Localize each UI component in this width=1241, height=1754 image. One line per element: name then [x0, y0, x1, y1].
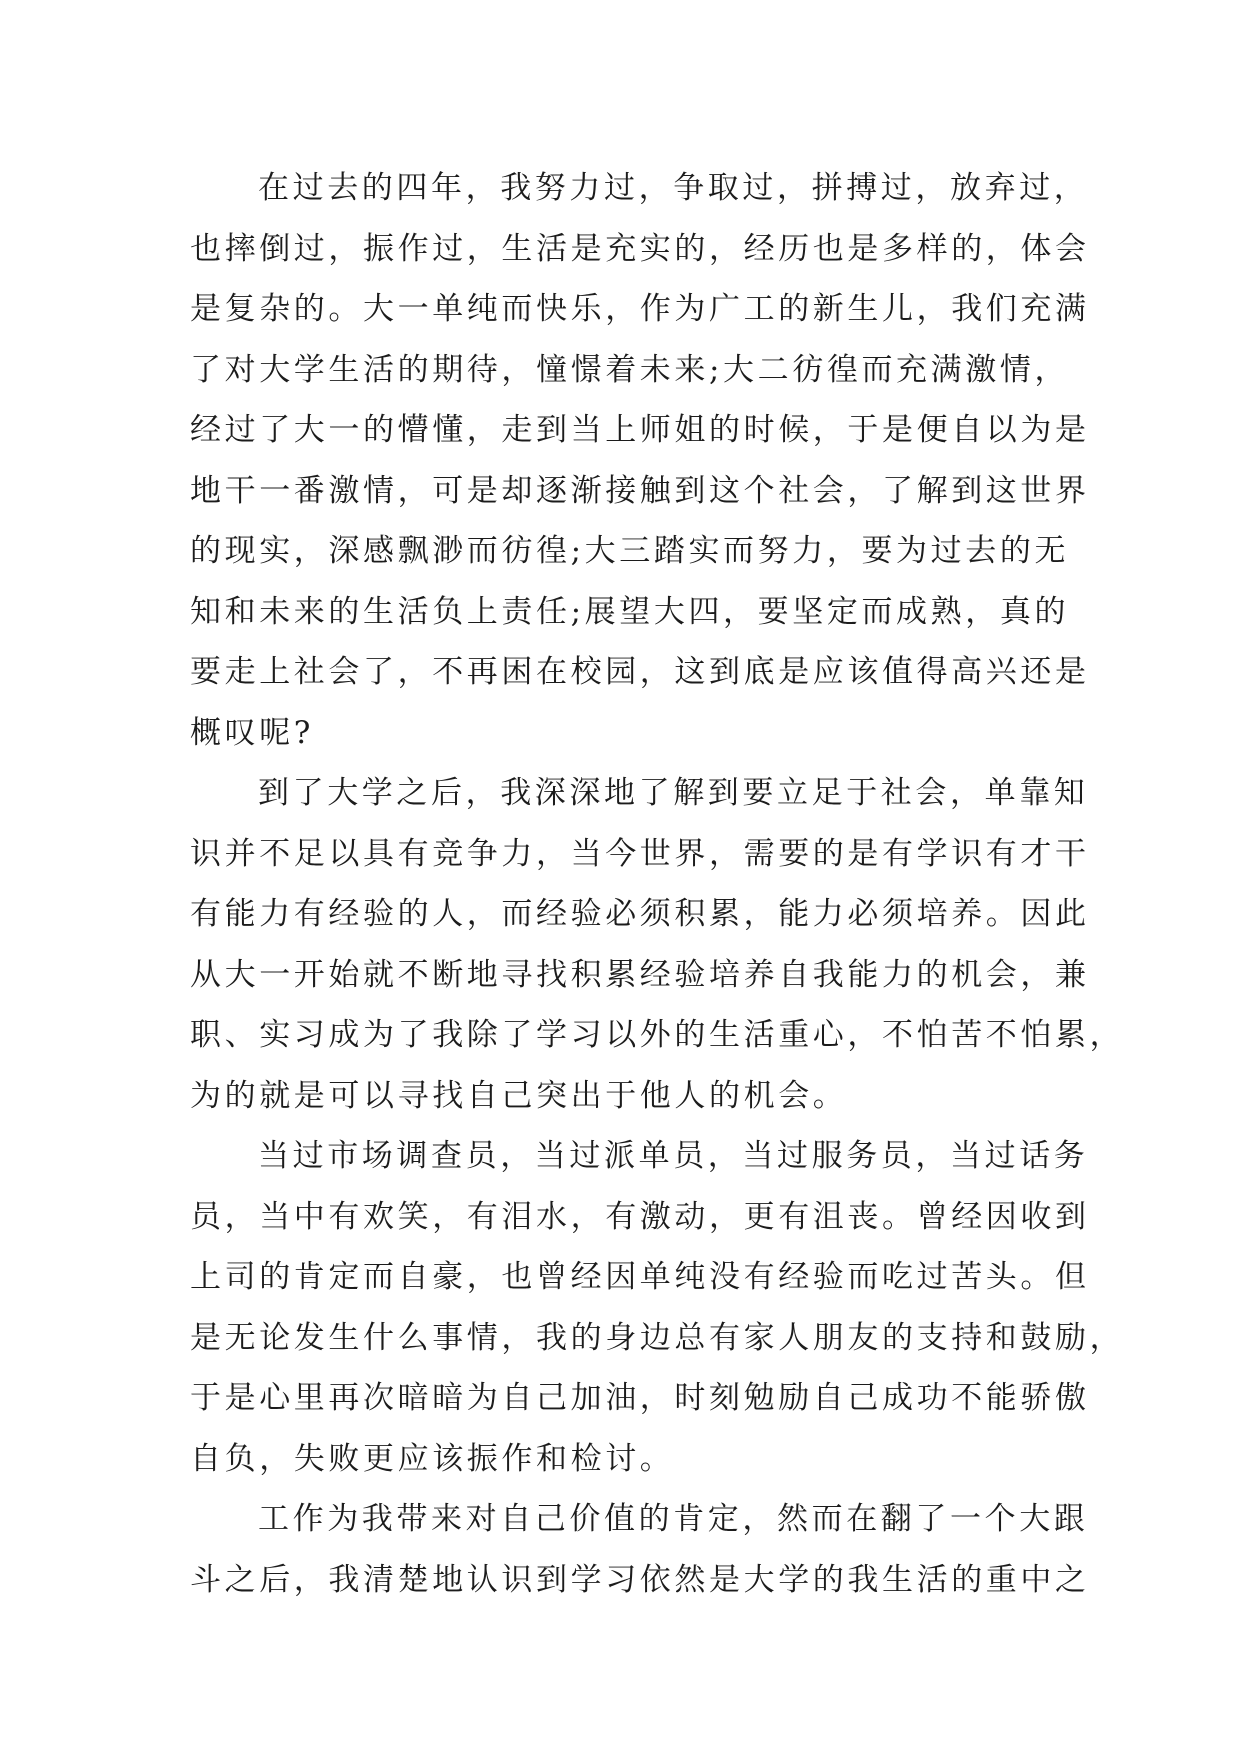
- text-line: 在过去的四年，我努力过，争取过，拼搏过，放弃过，: [258, 170, 1089, 206]
- text-line: 要走上社会了，不再困在校园，这到底是应该值得高兴还是: [190, 654, 1090, 690]
- paragraph-3: [190, 1126, 1125, 1489]
- text-line: 概叹呢?: [190, 714, 315, 751]
- text-line: 了对大学生活的期待，憧憬着未来;大二彷徨而充满激情，: [190, 351, 1070, 388]
- text-line: 于是心里再次暗暗为自己加油，时刻勉励自己成功不能骄傲: [190, 1380, 1090, 1416]
- paragraph-2: [190, 763, 1125, 1126]
- text-line: 当过市场调查员，当过派单员，当过服务员，当过话务: [258, 1138, 1089, 1174]
- paragraph-4: [190, 1489, 1090, 1610]
- text-line: 有能力有经验的人，而经验必须积累，能力必须培养。因此: [190, 896, 1090, 932]
- text-line: 的现实，深感飘渺而彷徨;大三踏实而努力，要为过去的无: [190, 533, 1070, 569]
- text-line: 是无论发生什么事情，我的身边总有家人朋友的支持和鼓励，: [190, 1319, 1125, 1356]
- text-line: 斗之后，我清楚地认识到学习依然是大学的我生活的重中之: [190, 1561, 1090, 1598]
- text-line: 上司的肯定而自豪，也曾经因单纯没有经验而吃过苦头。但: [190, 1259, 1090, 1295]
- document-body: [190, 158, 1125, 1610]
- text-line: 员，当中有欢笑，有泪水，有激动，更有沮丧。曾经因收到: [190, 1198, 1090, 1235]
- text-line: 工作为我带来对自己价值的肯定，然而在翻了一个大跟: [258, 1501, 1089, 1537]
- text-line: 从大一开始就不断地寻找积累经验培养自我能力的机会，兼: [190, 956, 1090, 993]
- text-line: 自负，失败更应该振作和检讨。: [190, 1440, 675, 1477]
- text-line: 地干一番激情，可是却逐渐接触到这个社会，了解到这世界: [190, 472, 1090, 509]
- text-line: 也摔倒过，振作过，生活是充实的，经历也是多样的，体会: [190, 230, 1090, 267]
- text-line: 到了大学之后，我深深地了解到要立足于社会，单靠知: [258, 775, 1089, 811]
- text-line: 是复杂的。大一单纯而快乐，作为广工的新生儿，我们充满: [190, 291, 1090, 327]
- text-line: 为的就是可以寻找自己突出于他人的机会。: [190, 1077, 848, 1114]
- text-line: 知和未来的生活负上责任;展望大四，要坚定而成熟，真的: [190, 593, 1070, 630]
- text-line: 职、实习成为了我除了学习以外的生活重心，不怕苦不怕累，: [190, 1017, 1125, 1053]
- paragraph-1: [190, 158, 1090, 763]
- text-line: 识并不足以具有竞争力，当今世界，需要的是有学识有才干: [190, 835, 1090, 872]
- text-line: 经过了大一的懵懂，走到当上师姐的时候，于是便自以为是: [190, 412, 1090, 448]
